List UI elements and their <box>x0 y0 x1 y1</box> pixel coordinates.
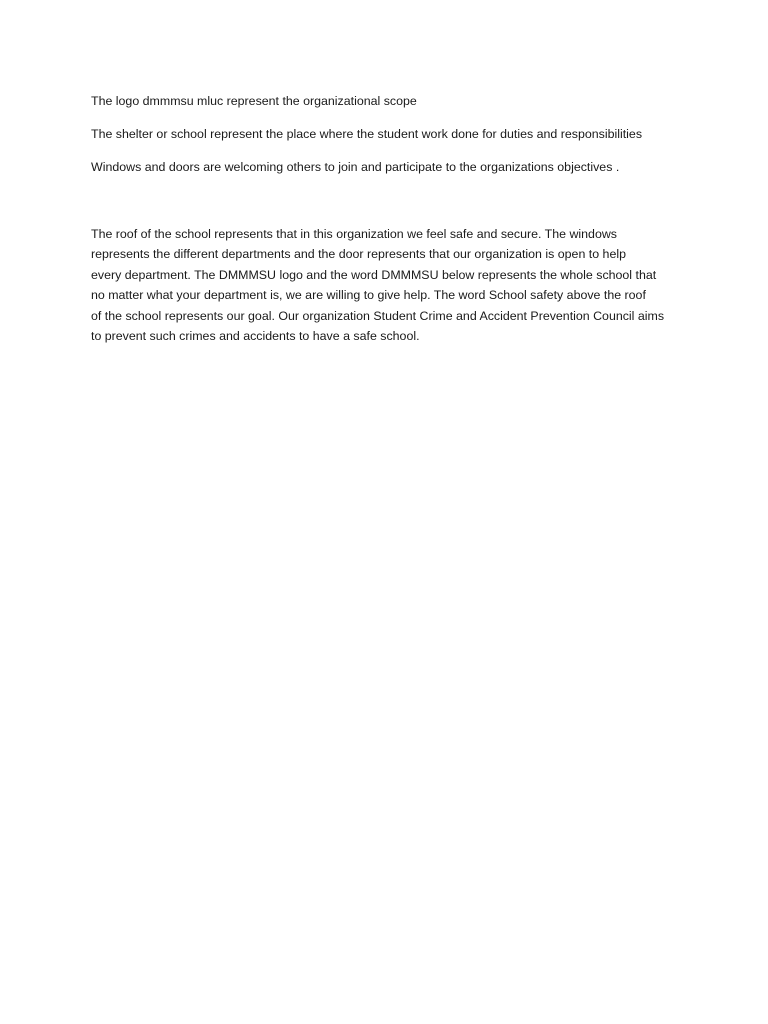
paragraph-shelter-school: The shelter or school represent the place where the student work done for duties and responsibilities <box>91 127 643 141</box>
explanation-line: of the school represents our goal. Our organization Student Crime and Accident Prevention Council aims <box>91 308 665 323</box>
explanation-line: to prevent such crimes and accidents to have a safe school. <box>91 329 420 344</box>
paragraph-windows-doors: Windows and doors are welcoming others to join and participate to the organizations objectives . <box>91 160 620 174</box>
explanation-line: no matter what your department is, we are willing to give help. The word School safety above the roof <box>91 288 646 303</box>
explanation-line: represents the different departments and the door represents that our organization is open to help <box>91 247 626 262</box>
explanation-line: every department. The DMMMSU logo and the word DMMMSU below represents the whole school that <box>91 267 657 282</box>
explanation-paragraph <box>91 224 691 346</box>
explanation-line: The roof of the school represents that in this organization we feel safe and secure. The windows <box>91 227 617 241</box>
paragraph-logo-scope: The logo dmmmsu mluc represent the organizational scope <box>91 94 417 108</box>
